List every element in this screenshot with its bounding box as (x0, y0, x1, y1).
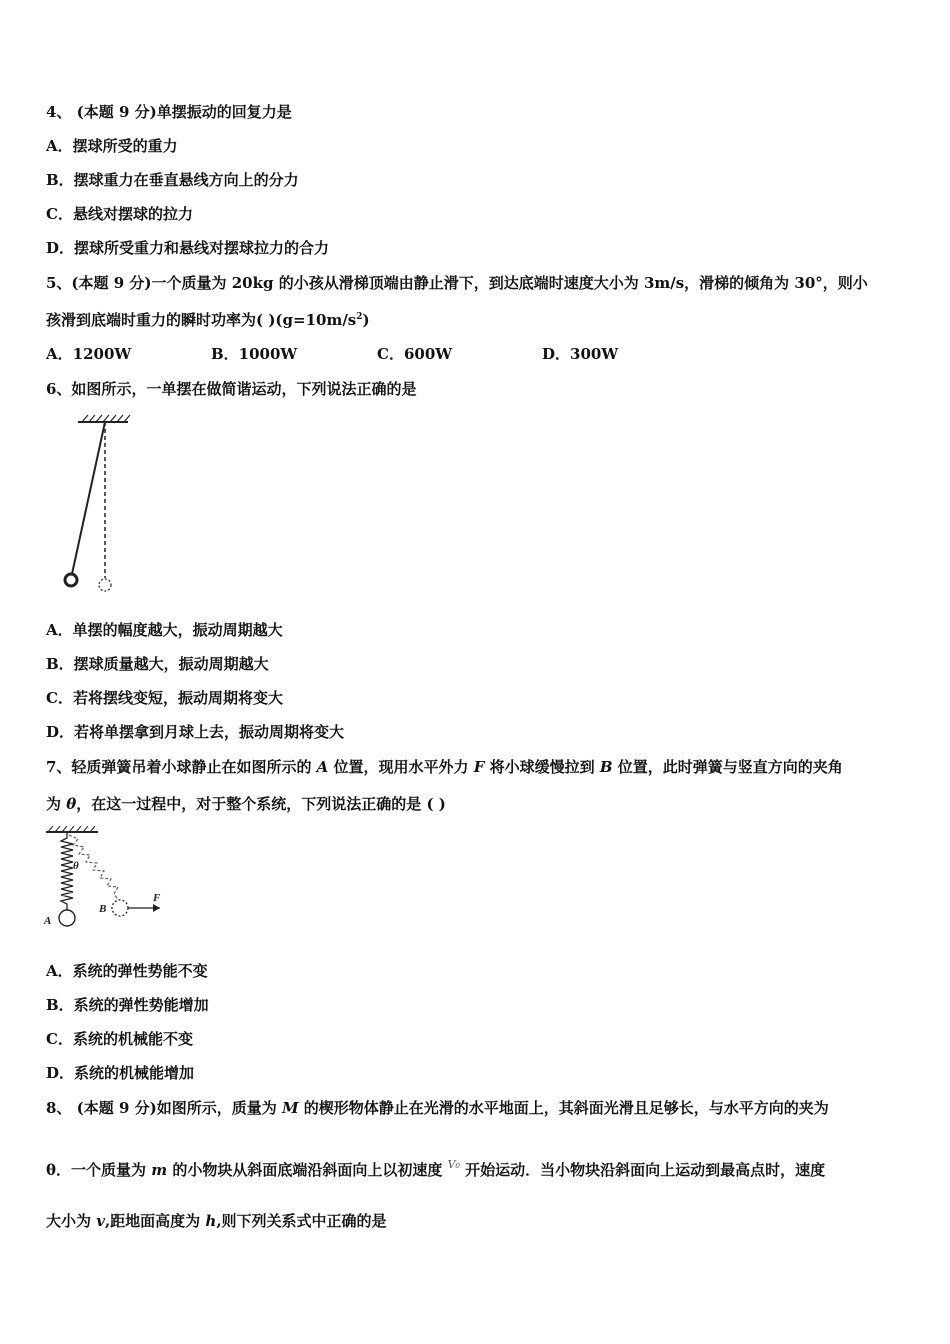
q6-option-a: A．单摆的幅度越大，振动周期越大 (46, 621, 283, 639)
q6-option-c: C．若将摆线变短，振动周期将变大 (46, 689, 283, 707)
q7-option-a: A．系统的弹性势能不变 (46, 962, 208, 980)
q5-option-a: A．1200W (46, 345, 132, 363)
q7-stem-line2: 为 θ，在这一过程中，对于整个系统，下列说法正确的是 ( ) (46, 795, 446, 813)
q4-stem: 4、 (本题 9 分)单摆振动的回复力是 (46, 103, 292, 121)
q5-options (46, 344, 866, 364)
q4-option-b: B．摆球重力在垂直悬线方向上的分力 (46, 171, 299, 189)
q8-stem-line1: 8、 (本题 9 分)如图所示，质量为 M 的楔形物体静止在光滑的水平地面上，其斜面光滑且足够长，与水平方向的夹为 (46, 1099, 829, 1117)
q6-option-d: D．若将单摆拿到月球上去，振动周期将变大 (46, 723, 345, 741)
spring-figure (40, 826, 175, 934)
q7-figure-f-label: F (153, 892, 161, 904)
q5-option-c: C．600W (377, 345, 453, 363)
q7-option-d: D．系统的机械能增加 (46, 1064, 195, 1082)
q5-option-d: D．300W (542, 345, 619, 363)
q7-figure-b-label: B (99, 903, 107, 915)
q7-stem-line1: 7、轻质弹簧吊着小球静止在如图所示的 A 位置，现用水平外力 F 将小球缓慢拉到 B 位置，此时弹簧与竖直方向的夹角 (46, 758, 843, 776)
q6-option-b: B．摆球质量越大，振动周期越大 (46, 655, 269, 673)
q7-figure-theta-label: θ (73, 860, 79, 872)
q5-option-b: B．1000W (211, 345, 298, 363)
q6-stem: 6、如图所示，一单摆在做简谐运动，下列说法正确的是 (46, 380, 417, 398)
q7-option-c: C．系统的机械能不变 (46, 1030, 193, 1048)
pendulum-figure (56, 412, 136, 598)
q4-option-c: C．悬线对摆球的拉力 (46, 205, 193, 223)
q7-option-b: B．系统的弹性势能增加 (46, 996, 209, 1014)
q5-stem-line2: 孩滑到底端时重力的瞬时功率为( )$(g=10m/s^2)$ (46, 311, 370, 329)
q8-initial-velocity-symbol: V₀ (447, 1158, 460, 1171)
q7-figure-a-label: A (44, 915, 52, 927)
q4-option-d: D．摆球所受重力和悬线对摆球拉力的合力 (46, 239, 330, 257)
q4-option-a: A．摆球所受的重力 (46, 137, 178, 155)
q5-stem-line1: 5、(本题 9 分)一个质量为 20kg 的小孩从滑梯顶端由静止滑下，到达底端时速度大小为 3m/s，滑梯的倾角为 30°，则小 (46, 274, 868, 292)
q8-stem-line3: 大小为 v,距地面高度为 h,则下列关系式中正确的是 (46, 1212, 387, 1230)
q8-stem-line2: θ．一个质量为 m 的小物块从斜面底端沿斜面向上以初速度 $^{V_0}$ 开始运动．当小物块沿斜面向上运动到最高点时，速度 (46, 1158, 826, 1179)
